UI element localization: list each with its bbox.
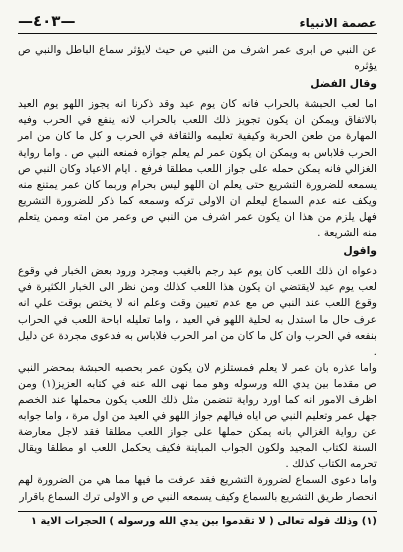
header-rule xyxy=(18,33,377,34)
paragraph: واما دعوى السماع لضرورة التشريع فقد عرفت ما فيها مما هي من الضرورة لهم انحصار طريق التشريع بالسماع وكيف يسمعه النبي ص و الاولى ترك السماع باقرار xyxy=(18,474,377,503)
footnote: (١) وذلك قوله تعالى ( لا تقدموا بين يدي الله ورسوله ) الحجرات الاية ١ xyxy=(30,515,377,527)
section-heading: واقول xyxy=(343,244,377,258)
paragraph: اما لعب الحبشة بالحراب فانه كان يوم عيد وقد ذكرنا انه يجوز اللهو يوم العيد بالاتفاق ويمكن ان يكون تجويز ذلك اللعب بالحراب لانه ينفع في الحرب وفيه المهارة من طعن الحربة وكيفية تعليمه والثقافة في الحرب و كل ما كان من امر الحرب فلاباس به ويمكن ان يكون عمر لم يعلم جوازه فمنعه النبي ص . واما رواية الغزالي فانه يمكن حمله على جواز اللعب مطلقا فرفع . ايام الاعياد وكان النبي ص يسمعه للضرورة التشريع حتى يعلم ان اللهو ليس بحرام وربما كان عمر يمتنع منه ويكف عنه عدم السماع ليعلم ان الاولى تركه وسمعه كما ذكر للضرورة التشريع فهل يلزم من هذا ان يكون عمر اشرف من النبي ص وعمر من امته وممن يتعلم منه الشريعة . xyxy=(18,98,377,240)
page-body xyxy=(18,42,377,505)
running-title: عصمة الانبياء xyxy=(299,16,377,30)
page-header xyxy=(18,8,377,30)
footnote-rule xyxy=(18,511,377,512)
page-number: —٤٠٣— xyxy=(18,12,76,30)
paragraph: واما عذره بان عمر لا يعلم فمستلزم لان يكون عمر بحصبه الحبشة بمحضر النبي ص مقدما بين يدي الله ورسوله وهو مما نهى الله عنه في كتابه العزيز(١) ومن اظرف الامور انه كما اورد رواية تتضمن مثل ذلك اللعب يكون محملها عند الخصم جهل عمر وتعليم النبي ص اياه فيالهم جواز اللهو في العيد من اول مرة ، واما جوابه عن رواية الغزالي بانه يمكن حملها على جواز اللعب مطلقا فقد لاجل معارضة السنة لكتاب المجيد ولكون الجواب المباينة فكيف يحكمل اللعب او مطلقا ويقال تحرمه الكتاب كذلك . xyxy=(18,361,377,471)
paragraph: دعواه ان ذلك اللعب كان يوم عيد رجم بالغيب ومجرد ورود بعض الخبار في وقوع لعب يوم عيد لايقتضي ان يكون هذا اللعب كذلك ومن نظر الى الخبار الكثيرة في وقوع اللعب عند النبي ص مع عدم تعيين وقت وعلم انه لا يختص بوقت علي انه عرف حال ما استدل به لحلية اللهو في العيد ، واما تعليله اباحة اللعب في الحراب بنفعه في الحرب وان كل ما كان من امر الحرب فلاباس به فدعوى مجردة عن دليل . xyxy=(18,265,377,358)
paragraph: عن النبي ص ابرى عمر اشرف من النبي ص حيث لايؤثر سماع الباطل والنبي ص يؤثره xyxy=(18,44,377,73)
section-heading: وقال الفضل xyxy=(310,77,377,91)
